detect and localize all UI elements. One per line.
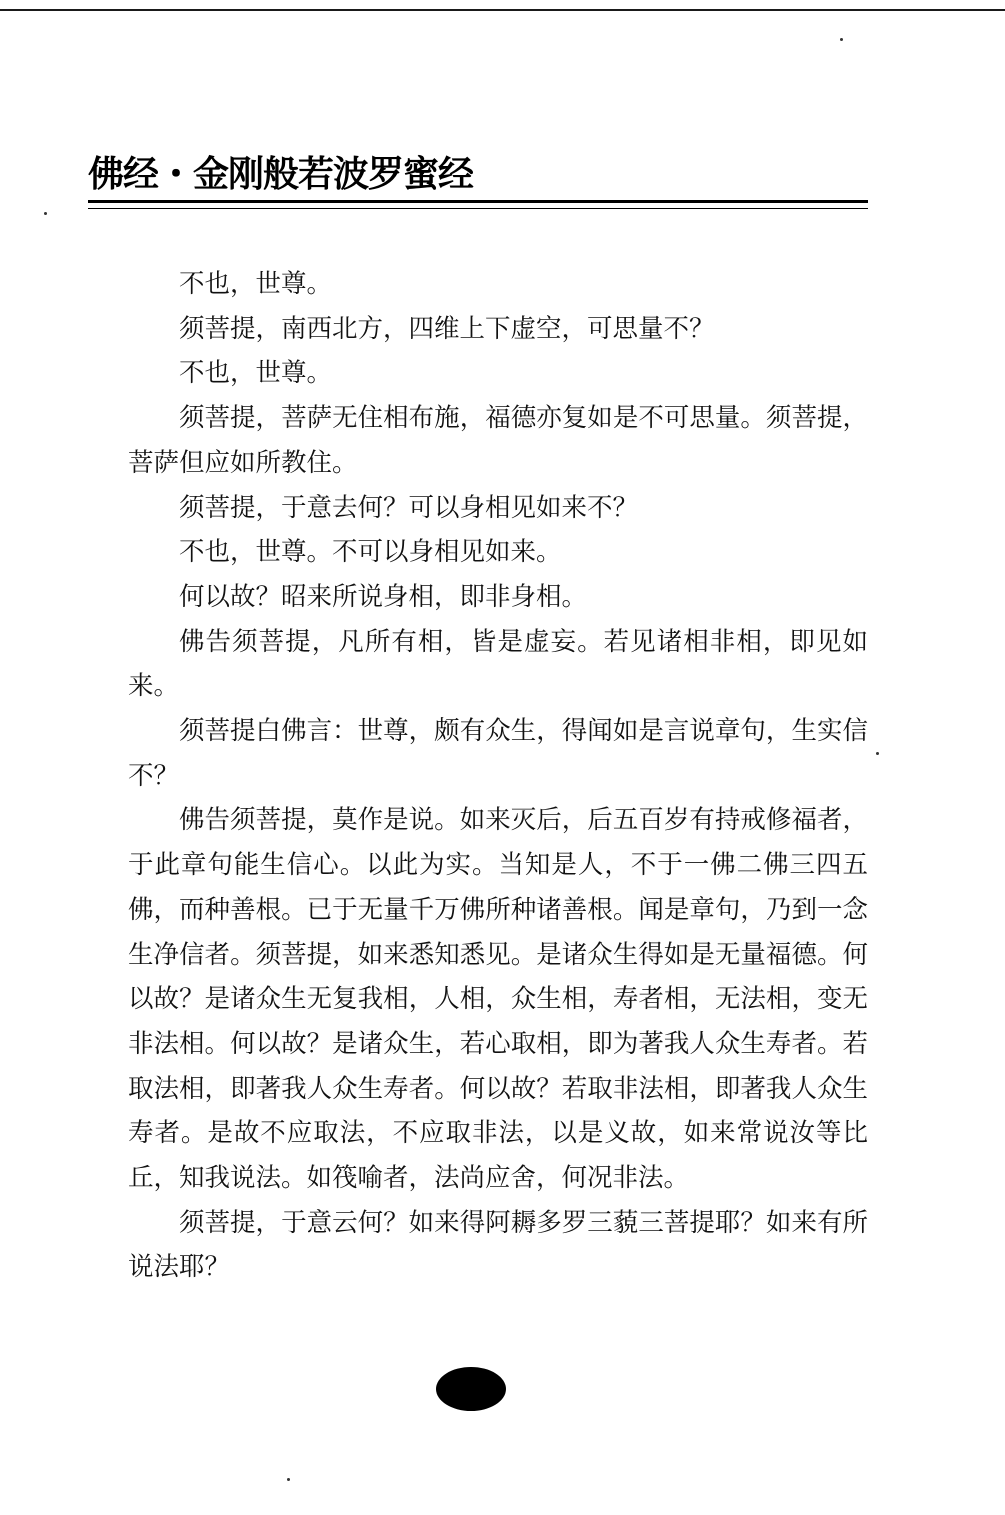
- paragraph: 佛告须菩提，莫作是说。如来灭后，后五百岁有持戒修福者，于此章句能生信心。以此为实。当知是人，不于一佛二佛三四五佛，而种善根。已于无量千万佛所种诸善根。闻是章句，乃到一念生净信者。须菩提，如来悉知悉见。是诸众生得如是无量福德。何以故？是诸众生无复我相，人相，众生相，寿者相，无法相，变无非法相。何以故？是诸众生，若心取相，即为著我人众生寿者。若取法相，即著我人众生寿者。何以故？若取非法相，即著我人众生寿者。是故不应取法，不应取非法，以是义故，如来常说汝等比丘，知我说法。如筏喻者，法尚应舍，何况非法。: [128, 805, 868, 1194]
- header-rule-thin: [88, 208, 868, 209]
- running-header-title: 佛经・金刚般若波罗蜜经: [88, 154, 474, 195]
- header-rule-thick: [88, 200, 868, 203]
- paragraph: 不也，世尊。: [179, 358, 333, 389]
- scan-speck: [287, 1478, 290, 1481]
- paragraph: 何以故？昭来所说身相，即非身相。: [179, 581, 588, 612]
- paragraph: 须菩提白佛言：世尊，颇有众生，得闻如是言说章句，生实信不？: [128, 716, 868, 791]
- paragraph: 不也，世尊。不可以身相见如来。: [179, 537, 562, 568]
- page-number-badge: [436, 1367, 506, 1411]
- paragraph: 佛告须菩提，凡所有相，皆是虚妄。若见诸相非相，即见如来。: [128, 626, 868, 702]
- scan-speck: [840, 38, 843, 41]
- scan-speck: [876, 752, 879, 755]
- paragraph: 须菩提，于意云何？如来得阿耨多罗三藐三菩提耶？如来有所说法耶？: [128, 1207, 868, 1283]
- body-text: [128, 262, 868, 1290]
- top-border-rule: [0, 9, 1005, 11]
- scan-speck: [44, 212, 47, 215]
- paragraph: 须菩提，菩萨无住相布施，福德亦复如是不可思量。须菩提，菩萨但应如所教住。: [128, 403, 868, 478]
- paragraph: 须菩提，于意去何？可以身相见如来不？: [179, 492, 639, 523]
- paragraph: 不也，世尊。: [179, 269, 333, 299]
- paragraph: 须菩提，南西北方，四维上下虚空，可思量不？: [179, 313, 715, 344]
